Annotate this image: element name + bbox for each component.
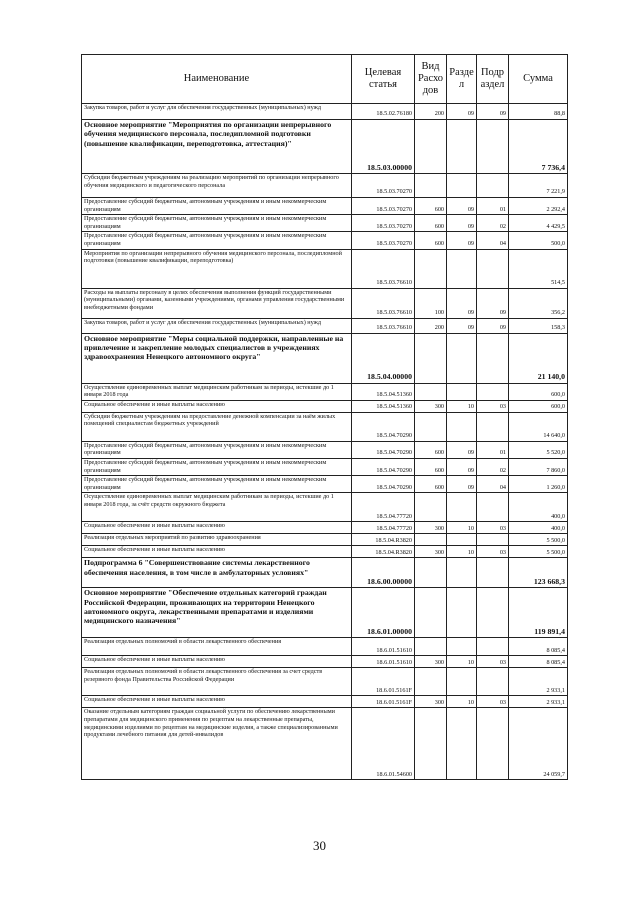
row-code: 18.5.04.70290 (352, 441, 415, 458)
row-code: 18.5.03.70270 (352, 232, 415, 249)
row-name: Подпрограмма 6 "Совершенствование системы лекарственного обеспечения населения, в том числе в амбулаторных условиях" (82, 558, 352, 588)
row-podrazdel (477, 558, 509, 588)
row-name: Основное мероприятие "Мероприятия по организации непрерывного обучения медицинского персонала, последипломной подготовки (повышение квалификации, переподготовка, аттестация)" (82, 120, 352, 174)
row-podrazdel (477, 249, 509, 288)
table-row (82, 696, 568, 708)
row-name: Социальное обеспечение и иные выплаты населению (82, 546, 352, 558)
row-podrazdel: 03 (477, 656, 509, 668)
row-sum: 5 500,0 (509, 534, 568, 546)
row-vid (415, 383, 447, 400)
row-razdel: 10 (447, 656, 477, 668)
row-podrazdel: 02 (477, 458, 509, 475)
table-header-row (82, 55, 568, 104)
row-podrazdel: 09 (477, 318, 509, 333)
row-vid: 300 (415, 696, 447, 708)
row-name: Основное мероприятие "Меры социальной поддержки, направленные на привлечение и закрепление молодых специалистов в учреждениях здравоохранения Ненецкого автономного округа" (82, 333, 352, 383)
row-sum: 2 933,1 (509, 668, 568, 696)
row-name: Мероприятия по организации непрерывного обучения медицинского персонала, последипломной подготовки (повышение квалификации, переподготовка) (82, 249, 352, 288)
row-podrazdel: 01 (477, 441, 509, 458)
row-name: Социальное обеспечение и иные выплаты населению (82, 656, 352, 668)
row-sum: 356,2 (509, 288, 568, 318)
row-name: Предоставление субсидий бюджетным, автономным учреждениям и иным некоммерческим организациям (82, 441, 352, 458)
row-podrazdel: 01 (477, 198, 509, 215)
table-row (82, 476, 568, 493)
row-code: 18.5.04.70290 (352, 458, 415, 475)
row-sum: 7 736,4 (509, 120, 568, 174)
row-name: Предоставление субсидий бюджетным, автономным учреждениям и иным некоммерческим организациям (82, 198, 352, 215)
row-name: Предоставление субсидий бюджетным, автономным учреждениям и иным некоммерческим организациям (82, 232, 352, 249)
row-podrazdel: 02 (477, 215, 509, 232)
row-name: Социальное обеспечение и иные выплаты населению (82, 696, 352, 708)
row-razdel (447, 174, 477, 198)
row-vid: 600 (415, 458, 447, 475)
table-row (82, 493, 568, 522)
row-razdel: 09 (447, 458, 477, 475)
table-row (82, 708, 568, 780)
row-podrazdel (477, 412, 509, 441)
row-vid (415, 588, 447, 638)
row-code: 18.6.01.5161F (352, 668, 415, 696)
row-vid: 200 (415, 104, 447, 120)
table-row (82, 458, 568, 475)
row-razdel (447, 558, 477, 588)
row-razdel: 09 (447, 198, 477, 215)
row-vid (415, 412, 447, 441)
row-name: Основное мероприятие "Обеспечение отдельных категорий граждан Российской Федерации, проживающих на территории Ненецкого автономного округа, лекарственными препаратами и изделиями медицинского назначения" (82, 588, 352, 638)
page-number: 30 (313, 838, 326, 853)
row-vid (415, 120, 447, 174)
row-code: 18.5.04.51360 (352, 383, 415, 400)
header-code: Целевая статья (352, 55, 415, 104)
row-code: 18.5.02.76180 (352, 104, 415, 120)
row-razdel (447, 412, 477, 441)
row-code: 18.5.04.77720 (352, 522, 415, 534)
row-razdel (447, 333, 477, 383)
row-razdel (447, 668, 477, 696)
row-razdel (447, 120, 477, 174)
row-sum: 5 520,0 (509, 441, 568, 458)
row-razdel: 10 (447, 522, 477, 534)
table-row (82, 104, 568, 120)
row-vid: 300 (415, 400, 447, 412)
row-razdel (447, 638, 477, 656)
table-row (82, 441, 568, 458)
row-name: Реализация отдельных мероприятий по развитию здравоохранения (82, 534, 352, 546)
row-sum: 4 429,5 (509, 215, 568, 232)
header-sum: Сумма (509, 55, 568, 104)
row-name: Предоставление субсидий бюджетным, автономным учреждениям и иным некоммерческим организациям (82, 215, 352, 232)
row-code: 18.5.04.R3820 (352, 534, 415, 546)
row-vid: 300 (415, 546, 447, 558)
row-code: 18.6.01.00000 (352, 588, 415, 638)
row-name: Закупка товаров, работ и услуг для обеспечения государственных (муниципальных) нужд (82, 104, 352, 120)
row-sum: 2 292,4 (509, 198, 568, 215)
row-vid (415, 558, 447, 588)
header-podrazdel: Подр аздел (477, 55, 509, 104)
row-podrazdel: 03 (477, 522, 509, 534)
row-sum: 8 085,4 (509, 656, 568, 668)
row-vid: 300 (415, 522, 447, 534)
row-podrazdel (477, 120, 509, 174)
row-vid (415, 668, 447, 696)
row-vid (415, 638, 447, 656)
row-sum: 400,0 (509, 493, 568, 522)
row-podrazdel: 03 (477, 400, 509, 412)
row-podrazdel: 04 (477, 232, 509, 249)
row-vid: 200 (415, 318, 447, 333)
row-code: 18.5.04.70290 (352, 476, 415, 493)
row-vid: 600 (415, 476, 447, 493)
row-sum: 5 500,0 (509, 546, 568, 558)
row-name: Расходы на выплаты персоналу в целях обеспечения выполнения функций государственными (муниципальными) органами, казенными учреждениями, органами управления государственными внебюджетными фондами (82, 288, 352, 318)
row-code: 18.5.04.77720 (352, 493, 415, 522)
table-row (82, 333, 568, 383)
table-row (82, 638, 568, 656)
table-row (82, 412, 568, 441)
table-row (82, 232, 568, 249)
row-sum: 123 668,3 (509, 558, 568, 588)
row-sum: 24 059,7 (509, 708, 568, 780)
row-razdel (447, 708, 477, 780)
row-name: Осуществление единовременных выплат медицинским работникам за периоды, истекшие до 1 января 2018 года, за счёт средств окружного бюджета (82, 493, 352, 522)
row-vid: 600 (415, 198, 447, 215)
row-code: 18.5.04.51360 (352, 400, 415, 412)
row-podrazdel (477, 174, 509, 198)
row-code: 18.5.04.00000 (352, 333, 415, 383)
header-razdel: Разде л (447, 55, 477, 104)
row-sum: 119 891,4 (509, 588, 568, 638)
table-row (82, 318, 568, 333)
row-razdel: 10 (447, 696, 477, 708)
row-podrazdel (477, 333, 509, 383)
row-name: Предоставление субсидий бюджетным, автономным учреждениям и иным некоммерческим организациям (82, 458, 352, 475)
row-vid: 100 (415, 288, 447, 318)
row-razdel: 09 (447, 288, 477, 318)
row-podrazdel (477, 708, 509, 780)
row-podrazdel: 09 (477, 288, 509, 318)
row-podrazdel (477, 534, 509, 546)
table-row (82, 534, 568, 546)
row-sum: 400,0 (509, 522, 568, 534)
row-name: Предоставление субсидий бюджетным, автономным учреждениям и иным некоммерческим организациям (82, 476, 352, 493)
row-code: 18.5.03.76610 (352, 249, 415, 288)
row-razdel (447, 588, 477, 638)
table-row (82, 288, 568, 318)
row-name: Закупка товаров, работ и услуг для обеспечения государственных (муниципальных) нужд (82, 318, 352, 333)
row-razdel: 09 (447, 318, 477, 333)
row-name: Осуществление единовременных выплат медицинским работникам за периоды, истекшие до 1 января 2018 года (82, 383, 352, 400)
table-row (82, 120, 568, 174)
table-row (82, 656, 568, 668)
row-code: 18.5.04.70290 (352, 412, 415, 441)
table-row (82, 588, 568, 638)
row-razdel: 09 (447, 104, 477, 120)
table-row (82, 215, 568, 232)
table-body (82, 104, 568, 780)
row-name: Субсидии бюджетным учреждениям на предоставление денежной компенсации за наём жилых помещений специалистам бюджетных учреждений (82, 412, 352, 441)
row-code: 18.5.03.70270 (352, 174, 415, 198)
row-podrazdel: 04 (477, 476, 509, 493)
row-sum: 514,5 (509, 249, 568, 288)
row-code: 18.5.03.76610 (352, 288, 415, 318)
row-vid: 600 (415, 441, 447, 458)
row-vid (415, 493, 447, 522)
row-code: 18.6.01.51610 (352, 638, 415, 656)
row-sum: 8 085,4 (509, 638, 568, 656)
row-razdel: 09 (447, 441, 477, 458)
row-vid: 600 (415, 215, 447, 232)
row-podrazdel (477, 638, 509, 656)
row-sum: 7 860,0 (509, 458, 568, 475)
row-code: 18.6.01.51610 (352, 656, 415, 668)
row-sum: 600,0 (509, 400, 568, 412)
row-podrazdel (477, 668, 509, 696)
row-code: 18.6.00.00000 (352, 558, 415, 588)
row-name: Социальное обеспечение и иные выплаты населению (82, 400, 352, 412)
row-sum: 600,0 (509, 383, 568, 400)
row-podrazdel: 09 (477, 104, 509, 120)
row-podrazdel (477, 383, 509, 400)
row-sum: 21 140,0 (509, 333, 568, 383)
row-name: Оказание отдельным категориям граждан социальной услуги по обеспечению лекарственными препаратами для медицинского применения по рецептам на лекарственные препараты, медицинскими изделиями по рецептам на медицинские изделия, а также специализированными продуктами лечебного питания для детей-инвалидов (82, 708, 352, 780)
row-name: Реализация отдельных полномочий в области лекарственного обеспечения (82, 638, 352, 656)
row-vid: 600 (415, 232, 447, 249)
row-razdel (447, 534, 477, 546)
row-vid (415, 534, 447, 546)
row-razdel: 09 (447, 215, 477, 232)
header-name: Наименование (82, 55, 352, 104)
row-podrazdel (477, 588, 509, 638)
row-razdel (447, 383, 477, 400)
row-sum: 88,8 (509, 104, 568, 120)
row-name: Реализация отдельных полномочий в области лекарственного обеспечения за счет средств резервного фонда Правительства Российской Федерации (82, 668, 352, 696)
row-code: 18.5.03.70270 (352, 198, 415, 215)
row-podrazdel: 03 (477, 696, 509, 708)
table-row (82, 668, 568, 696)
row-razdel: 10 (447, 546, 477, 558)
row-code: 18.6.01.54600 (352, 708, 415, 780)
table-row (82, 174, 568, 198)
row-podrazdel (477, 493, 509, 522)
table-row (82, 522, 568, 534)
row-vid (415, 333, 447, 383)
row-sum: 158,3 (509, 318, 568, 333)
row-vid (415, 249, 447, 288)
row-sum: 1 260,0 (509, 476, 568, 493)
row-razdel: 09 (447, 476, 477, 493)
row-sum: 500,0 (509, 232, 568, 249)
table-row (82, 400, 568, 412)
row-name: Социальное обеспечение и иные выплаты населению (82, 522, 352, 534)
table-row (82, 383, 568, 400)
row-code: 18.5.03.00000 (352, 120, 415, 174)
row-sum: 2 933,1 (509, 696, 568, 708)
row-razdel: 10 (447, 400, 477, 412)
budget-table (81, 54, 568, 780)
row-razdel: 09 (447, 232, 477, 249)
table-row (82, 546, 568, 558)
row-code: 18.5.03.76610 (352, 318, 415, 333)
row-name: Субсидии бюджетным учреждениям на реализацию мероприятий по организации непрерывного обучения медицинского и педагогического персонала (82, 174, 352, 198)
table-row (82, 249, 568, 288)
row-code: 18.5.03.70270 (352, 215, 415, 232)
row-sum: 14 640,0 (509, 412, 568, 441)
row-code: 18.5.04.R3820 (352, 546, 415, 558)
row-razdel (447, 249, 477, 288)
row-vid (415, 174, 447, 198)
row-vid (415, 708, 447, 780)
row-sum: 7 221,9 (509, 174, 568, 198)
row-podrazdel: 03 (477, 546, 509, 558)
table-row (82, 198, 568, 215)
header-vid: Вид Расхо дов (415, 55, 447, 104)
row-code: 18.6.01.5161F (352, 696, 415, 708)
row-vid: 300 (415, 656, 447, 668)
row-razdel (447, 493, 477, 522)
table-row (82, 558, 568, 588)
